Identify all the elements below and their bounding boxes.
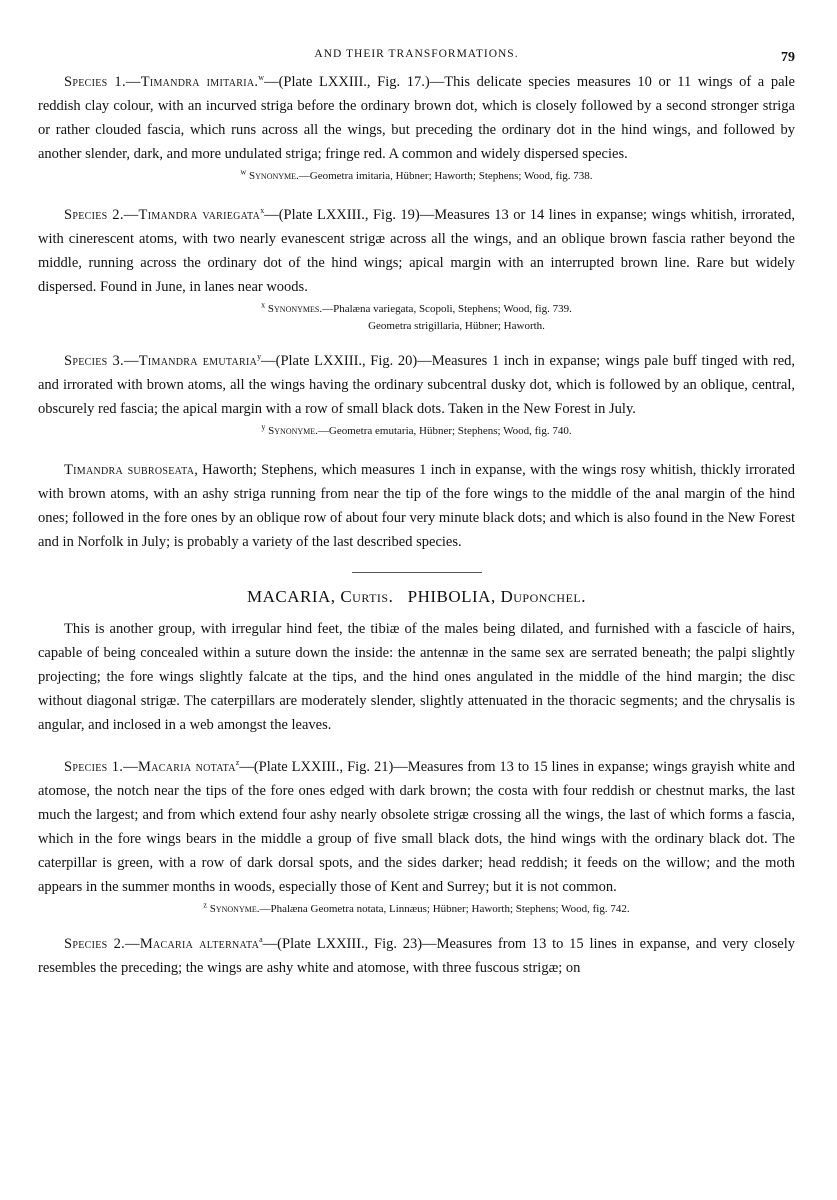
species-description: —(Plate LXXIII., Fig. 21)—Measures from 13 to 15 lines in expanse; wings grayish white and atomose, the notch near the tips of the fore ones edged with dark brown; the costa with four reddish or chestnut marks, the last much the largest; and from which extend four ashy nearly obsolete strigæ crossing all the wings, the last of which forms a fascia, which in the fore wings bears in the middle a group of five small black dots, the hind wings with the ordinary black dot. The caterpillar is green, with a row of dark dorsal spots, and the sides darker; head reddish; it feeds on the willow; and the moth appears in the summer months in woods, especially those of Kent and Surrey; but it is not common. bbox=[38, 759, 795, 895]
footnote-x bbox=[38, 301, 795, 335]
species-entry-timandra-variegata bbox=[38, 203, 795, 299]
genus-author-curtis: Curtis. bbox=[340, 587, 394, 606]
species-name: —Macaria alternata bbox=[125, 936, 260, 952]
species-name: —Macaria notata bbox=[123, 759, 236, 775]
species-entry-timandra-subroseata bbox=[38, 458, 795, 554]
species-entry-timandra-emutaria bbox=[38, 349, 795, 421]
footnote-marker: y bbox=[257, 352, 262, 362]
species-label: Species 2. bbox=[64, 207, 124, 223]
footnote-text: —Geometra emutaria, Hübner; Stephens; Wood, fig. 740. bbox=[317, 425, 572, 437]
footnote-w bbox=[38, 168, 795, 185]
running-head bbox=[38, 44, 795, 70]
species-description: —(Plate LXXIII., Fig. 19)—Measures 13 or 14 lines in expanse; wings whitish, irrorated, with cinerescent atoms, with two nearly evanescent strigæ across all the wings, and an oblique brown fascia rather beyond the middle, running across the ordinary dot of the hind wings; apical margin with an interrupted brown line. Rare but widely dispersed. Found in June, in lanes near woods. bbox=[38, 207, 795, 295]
species-entry-macaria-notata bbox=[38, 755, 795, 899]
heading-rule bbox=[352, 572, 482, 573]
species-description: —(Plate LXXIII., Fig. 23)—Measures from 13 to 15 lines in expanse, and very closely resembles the preceding; the wings are ashy white and atomose, with three fuscous strigæ; on bbox=[38, 936, 796, 976]
species-name: —Timandra emutaria bbox=[123, 353, 258, 369]
footnote-text-line-1: —Phalæna variegata, Scopoli, Stephens; Wood, fig. 739. bbox=[322, 303, 572, 315]
footnote-lead: Synonymes. bbox=[267, 303, 323, 315]
footnote-marker: w bbox=[258, 73, 265, 83]
running-title: AND THEIR TRANSFORMATIONS. bbox=[314, 48, 519, 60]
footnote-mark: x bbox=[261, 300, 266, 310]
footnote-lead: Synonyme. bbox=[249, 170, 299, 182]
species-label: Species 3. bbox=[64, 353, 124, 369]
species-entry-timandra-imitaria bbox=[38, 70, 795, 166]
species-name: —Timandra imitaria. bbox=[125, 74, 259, 90]
species-name: Timandra subroseata bbox=[64, 462, 195, 478]
species-label: Species 1. bbox=[64, 759, 124, 775]
species-label: Species 2. bbox=[64, 936, 126, 952]
page bbox=[38, 44, 795, 980]
species-entry-macaria-alternata bbox=[38, 932, 795, 980]
footnote-marker: z bbox=[235, 758, 240, 768]
footnote-text-line-2: Geometra strigillaria, Hübner; Haworth. bbox=[368, 320, 545, 332]
footnote-lead: Synonyme. bbox=[268, 425, 318, 437]
footnote-text: —Geometra imitaria, Hübner; Haworth; Stephens; Wood, fig. 738. bbox=[298, 170, 593, 182]
genus-author-duponchel: Duponchel. bbox=[500, 587, 586, 606]
page-number: 79 bbox=[781, 50, 795, 65]
genus-name-macaria: MACARIA, bbox=[247, 587, 336, 606]
genus-intro-paragraph: This is another group, with irregular hind feet, the tibiæ of the males being dilated, and furnished with a fascicle of hairs, capable of being concealed within a suture down the inside: the antennæ in the same sex are serrated beneath; the palpi slightly projecting; the fore wings slightly falcate at the tips, and the hind ones angulated in the middle of the hind margin; the disc without diagonal strigæ. The caterpillars are moderately slender, slightly attenuated in the thoracic segments; and the chrysalis is angular, and inclosed in a web amongst the leaves. bbox=[38, 621, 795, 733]
footnote-z bbox=[38, 901, 795, 918]
species-description: —(Plate LXXIII., Fig. 17.)—This delicate species measures 10 or 11 wings of a pale reddish clay colour, with an incurved striga before the ordinary brown dot, which is closely followed by a second stronger striga or rather clouded fascia, which runs across all the wings, but preceding the ordinary dot in the hind wings, and followed by another slender, dark, and more undulated striga; fringe red. A common and widely dispersed species. bbox=[38, 74, 795, 162]
species-description: —(Plate LXXIII., Fig. 20)—Measures 1 inch in expanse; wings pale buff tinged with red, and irrorated with brown atoms, all the wings having the ordinary subcentral dusky dot, which is followed by an oblique, central, obscurely red fascia; the apical margin with a row of small black dots. Taken in the New Forest in July. bbox=[38, 353, 795, 417]
footnote-lead: Synonyme. bbox=[209, 903, 260, 915]
footnote-mark: w bbox=[240, 167, 247, 177]
species-label: Species 1. bbox=[64, 74, 126, 90]
footnote-mark: y bbox=[261, 422, 266, 432]
footnote-y bbox=[38, 423, 795, 440]
footnote-text: —Phalæna Geometra notata, Linnæus; Hübner; Haworth; Stephens; Wood, fig. 742. bbox=[259, 903, 630, 915]
species-name: —Timandra variegata bbox=[123, 207, 261, 223]
footnote-mark: z bbox=[203, 900, 207, 910]
footnote-marker: x bbox=[260, 206, 265, 216]
genus-name-phibolia: PHIBOLIA, bbox=[407, 587, 496, 606]
genus-heading bbox=[38, 572, 795, 607]
footnote-marker: a bbox=[259, 935, 263, 945]
species-description: , Haworth; Stephens, which measures 1 inch in expanse, with the wings rosy whitish, thickly irrorated with brown atoms, with an ashy striga running from near the tip of the fore wings to the middle of the anal margin of the hind ones; followed in the fore ones by an oblique row of about four very minute black dots; and which is also found in the New Forest and in Norfolk in July; is probably a variety of the last described species. bbox=[38, 462, 795, 550]
